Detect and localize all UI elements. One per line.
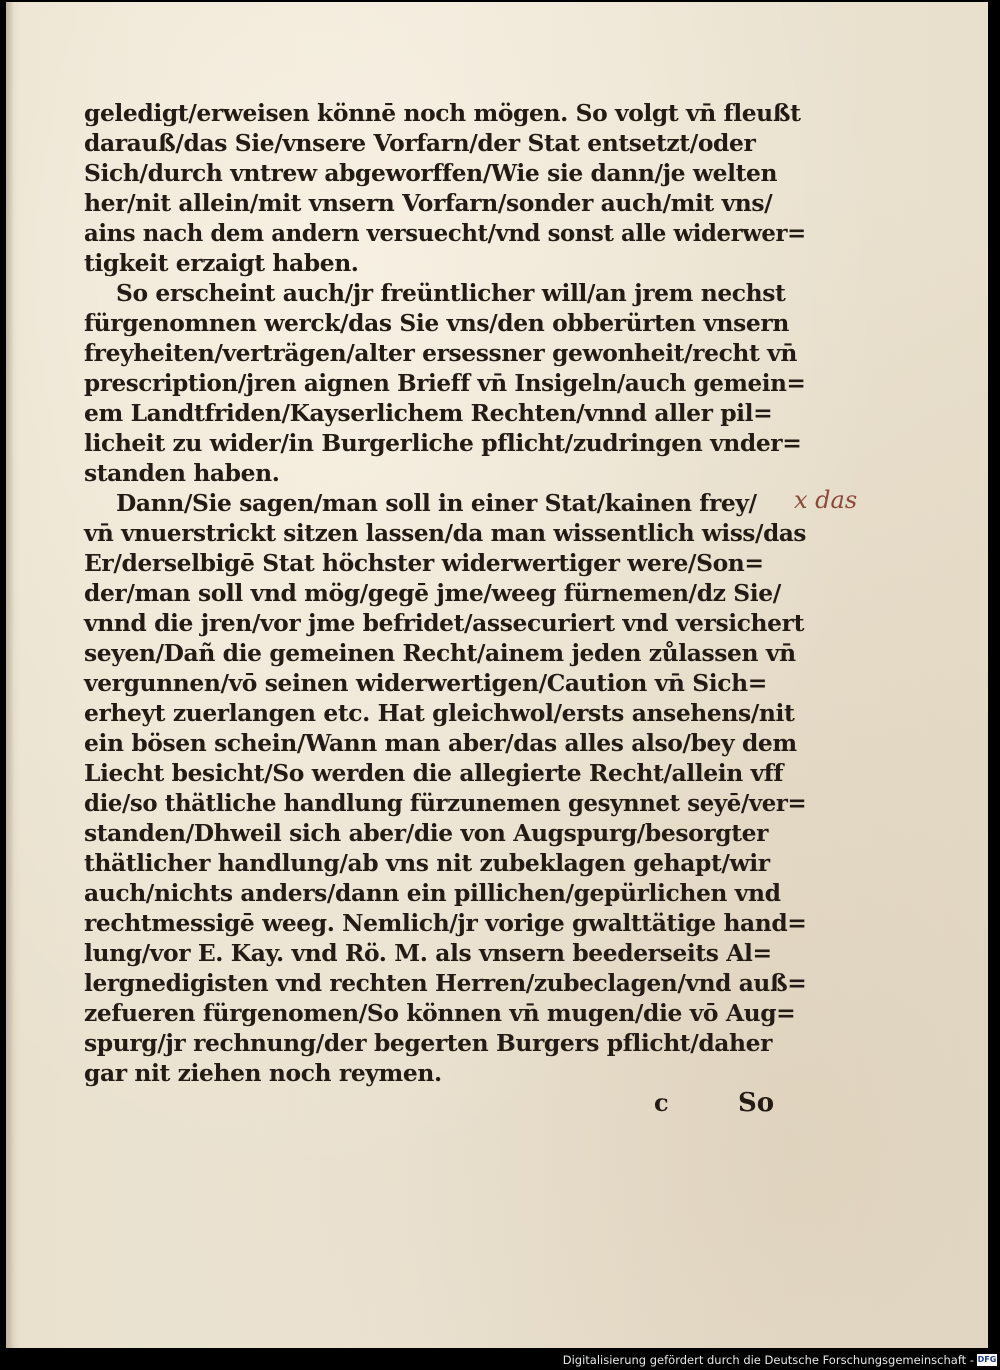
text-line: tigkeit erzaigt haben. (84, 249, 359, 277)
text-line: lung/vor E. Kay. vnd Rö. M. als vnsern beederseits Al= (84, 939, 772, 967)
text-line: rechtmessigē weeg. Nemlich/jr vorige gwalttätige hand= (84, 909, 807, 937)
handwritten-margin-note: x das (794, 486, 858, 514)
text-line: vergunnen/vō seinen widerwertigen/Caution vn̄ Sich= (84, 669, 767, 697)
text-line: zefueren fürgenomen/So können vn̄ mugen/die vō Aug= (84, 999, 796, 1027)
text-line: ein bösen schein/Wann man aber/das alles also/bey dem (84, 729, 797, 757)
text-line: darauß/das Sie/vnsere Vorfarn/der Stat entsetzt/oder (84, 129, 756, 157)
footer-credit: Digitalisierung gefördert durch die Deutsche Forschungsgemeinschaft - (562, 1353, 974, 1367)
text-line: erheyt zuerlangen etc. Hat gleichwol/ersts ansehens/nit (84, 699, 795, 727)
text-line: ains nach dem andern versuecht/vnd sonst alle widerwer= (84, 219, 806, 247)
text-line: gar nit ziehen noch reymen. (84, 1059, 442, 1087)
text-line: thätlicher handlung/ab vns nit zubeklagen gehapt/wir (84, 849, 770, 877)
text-line: prescription/jren aignen Brieff vn̄ Insigeln/auch gemein= (84, 369, 806, 397)
text-line: vnnd die jren/vor jme befridet/assecuriert vnd versichert (84, 609, 804, 637)
text-line: Dann/Sie sagen/man soll in einer Stat/kainen frey/ (116, 489, 757, 517)
text-line: standen/Dhweil sich aber/die von Augspurg/besorgter (84, 819, 769, 847)
text-line: seyen/Dañ die gemeinen Recht/ainem jeden zůlassen vn̄ (84, 639, 796, 667)
text-line: der/man soll vnd mög/gegē jme/weeg fürnemen/dz Sie/ (84, 579, 781, 607)
text-line: fürgenomnen werck/das Sie vns/den obberürten vnsern (84, 309, 789, 337)
text-line: auch/nichts anders/dann ein pillichen/gepürlichen vnd (84, 879, 781, 907)
text-line: freyheiten/verträgen/alter ersessner gewonheit/recht vn̄ (84, 339, 797, 367)
text-line: Sich/durch vntrew abgeworffen/Wie sie dann/je welten (84, 159, 778, 187)
signature-mark: c (654, 1088, 669, 1117)
text-line: spurg/jr rechnung/der begerten Burgers pflicht/daher (84, 1029, 773, 1057)
text-line: licheit zu wider/in Burgerliche pflicht/zudringen vnder= (84, 429, 802, 457)
text-line: lergnedigisten vnd rechten Herren/zubeclagen/vnd auß= (84, 969, 807, 997)
text-line: Er/derselbigē Stat höchster widerwertiger were/Son= (84, 549, 764, 577)
text-line: vn̄ vnuerstrickt sitzen lassen/da man wissentlich wiss/das (84, 519, 807, 547)
text-line: em Landtfriden/Kayserlichem Rechten/vnnd aller pil= (84, 399, 773, 427)
text-line: Liecht besicht/So werden die allegierte Recht/allein vff (84, 759, 784, 787)
text-line: her/nit allein/mit vnsern Vorfarn/sonder auch/mit vns/ (84, 189, 773, 217)
dfg-logo-icon: DFG (977, 1355, 997, 1364)
catchword: So (738, 1088, 775, 1118)
text-line: So erscheint auch/jr freüntlicher will/an jrem nechst (116, 279, 786, 307)
page-edge-shadow (6, 2, 14, 1348)
text-line: die/so thätliche handlung fürzunemen gesynnet seyē/ver= (84, 789, 807, 817)
text-line: geledigt/erweisen könnē noch mögen. So volgt vn̄ fleußt (84, 99, 801, 127)
text-line: standen haben. (84, 459, 280, 487)
